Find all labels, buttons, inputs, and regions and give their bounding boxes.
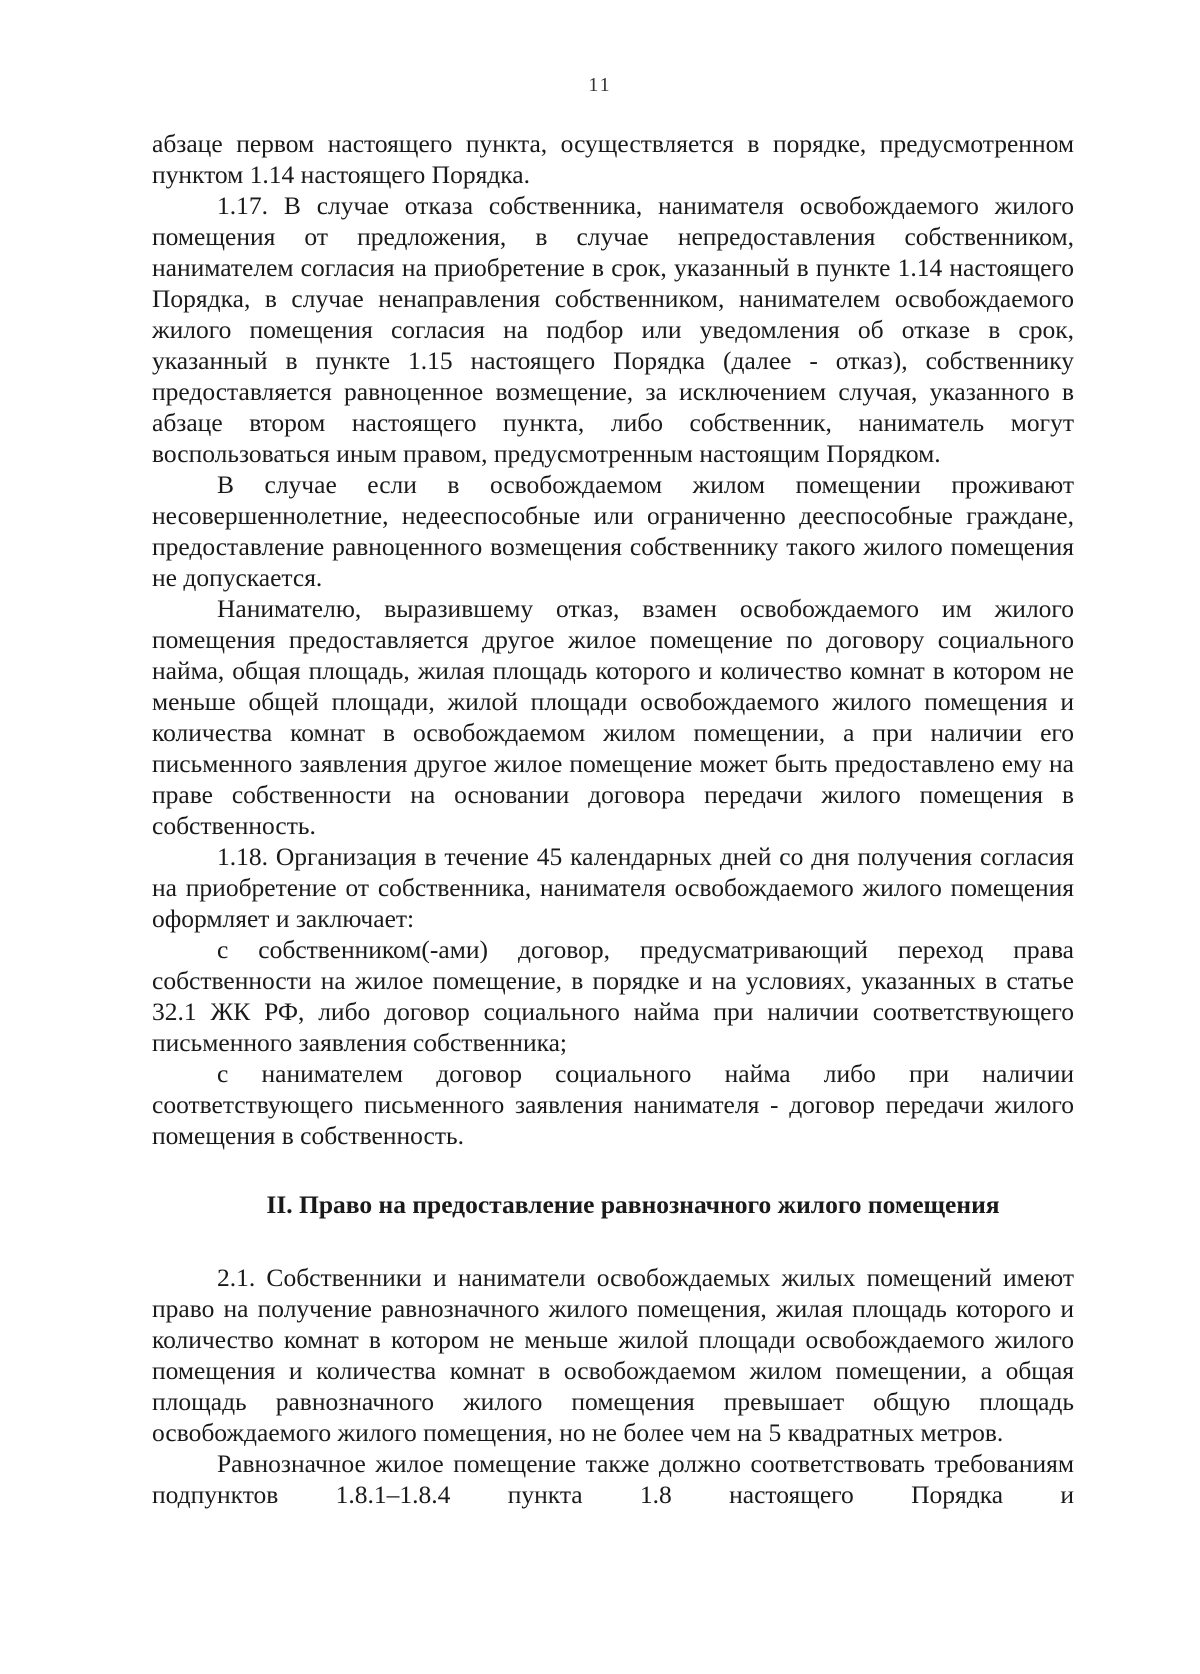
paragraph-tenant-refusal: Нанимателю, выразившему отказ, взамен освобождаемого им жилого помещения предоставляется другое жилое помещение по договору социального найма, общая площадь, жилая площадь которого и количество комнат в котором не меньше общей площади, жилой площади освобождаемого жилого помещения и количества комнат в освобождаемом жилом помещении, а при наличии его письменного заявления другое жилое помещение может быть предоставлено ему на праве собственности на основании договора передачи жилого помещения в собственность. (152, 594, 1074, 840)
paragraph-requirements: Равнозначное жилое помещение также должно соответствовать требованиям подпунктов 1.8.1–1.8.4 пункта 1.8 настоящего Порядка и (152, 1449, 1074, 1509)
paragraph-2-1: 2.1. Собственники и наниматели освобождаемых жилых помещений имеют право на получение равнозначного жилого помещения, жилая площадь которого и количество комнат в котором не меньше жилой площади освобождаемого жилого помещения и количества комнат в освобождаемом жилом помещении, а общая площадь равнозначного жилого помещения превышает общую площадь освобождаемого жилого помещения, но не более чем на 5 квадратных метров. (152, 1263, 1074, 1447)
paragraph-tenant-contract: с нанимателем договор социального найма либо при наличии соответствующего письменного заявления нанимателя - договор передачи жилого помещения в собственность. (152, 1059, 1074, 1150)
paragraph-1-17: 1.17. В случае отказа собственника, нанимателя освобождаемого жилого помещения от предложения, в случае непредоставления собственником, нанимателем согласия на приобретение в срок, указанный в пункте 1.14 настоящего Порядка, в случае ненаправления собственником, нанимателем освобождаемого жилого помещения согласия на подбор или уведомления об отказе в срок, указанный в пункте 1.15 настоящего Порядка (далее - отказ), собственнику предоставляется равноценное возмещение, за исключением случая, указанного в абзаце втором настоящего пункта, либо собственник, наниматель могут воспользоваться иным правом, предусмотренным настоящим Порядком. (152, 191, 1074, 468)
section-heading: II. Право на предоставление равнозначного жилого помещения (266, 1190, 1000, 1219)
paragraph-continuation: абзаце первом настоящего пункта, осуществляется в порядке, предусмотренном пунктом 1.14 настоящего Порядка. (152, 129, 1074, 189)
paragraph-owner-contract: с собственником(-ами) договор, предусматривающий переход права собственности на жилое помещение, в порядке и на условиях, указанных в статье 32.1 ЖК РФ, либо договор социального найма при наличии соответствующего письменного заявления собственника; (152, 935, 1074, 1057)
paragraph-minors: В случае если в освобождаемом жилом помещении проживают несовершеннолетние, недееспособные или ограниченно дееспособные граждане, предоставление равноценного возмещения собственнику такого жилого помещения не допускается. (152, 470, 1074, 592)
paragraph-1-18: 1.18. Организация в течение 45 календарных дней со дня получения согласия на приобретение от собственника, нанимателя освобождаемого жилого помещения оформляет и заключает: (152, 842, 1074, 933)
document-body (152, 128, 1074, 1510)
page-number: 11 (588, 74, 612, 96)
